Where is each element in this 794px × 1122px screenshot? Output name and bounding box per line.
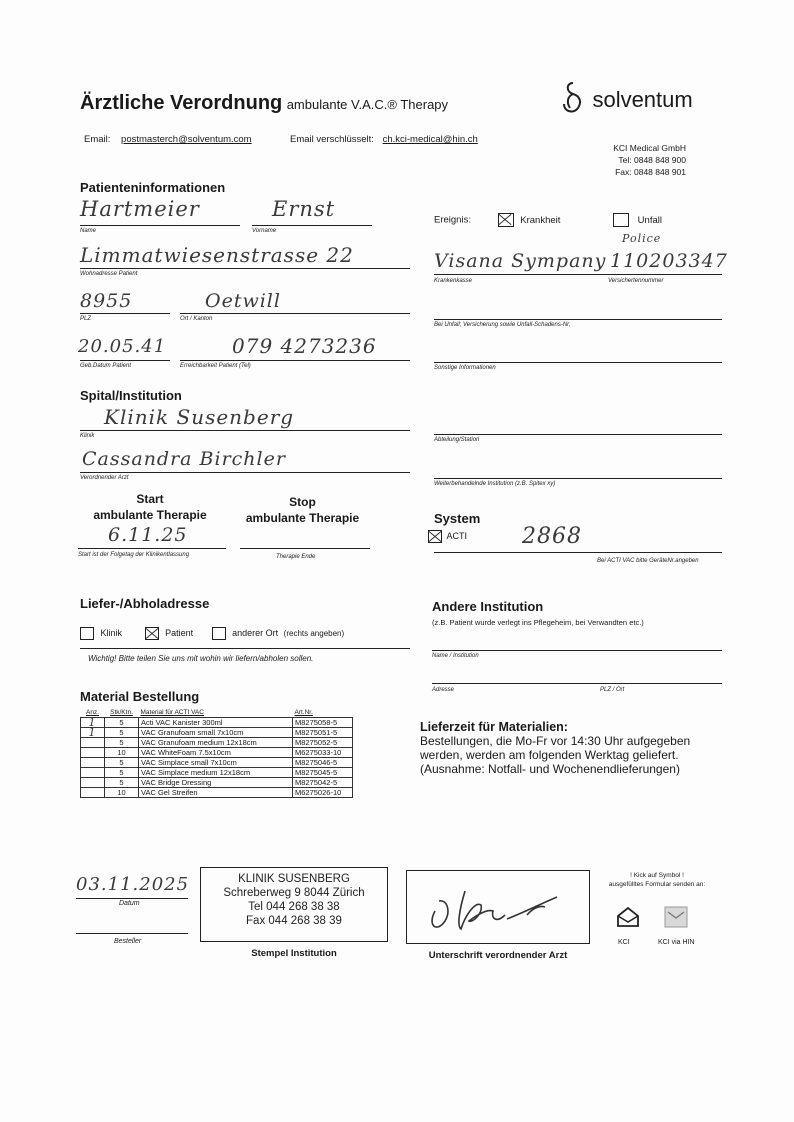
phone-label: Erreichbarkeit Patient (Tel)	[180, 363, 251, 369]
address-label: Wohnadresse Patient	[80, 271, 138, 277]
liefer-klinik-label: Klinik	[100, 627, 123, 638]
arzt-label: Verordnender Arzt	[80, 475, 129, 481]
andere-name-label: Name / Institution	[432, 653, 479, 659]
vorname-line	[252, 225, 372, 226]
kasse-line	[434, 274, 722, 275]
material-table	[80, 708, 353, 798]
stamp-label: Stempel Institution	[251, 948, 337, 959]
unfall-line	[434, 319, 722, 320]
col-stk: Stk/Ktn.	[105, 708, 139, 718]
unfall-info-label: Bei Unfall; Versicherung sowie Unfall-Schadens-Nr.	[434, 322, 571, 328]
table-row[interactable]	[81, 748, 353, 758]
row-art: M8275045-5	[293, 768, 353, 778]
row-anz[interactable]	[81, 778, 105, 788]
kick-note	[592, 871, 722, 889]
material-title: Material Bestellung	[80, 689, 200, 704]
row-name: VAC Granufoam small 7x10cm	[139, 728, 293, 738]
liefer-klinik-checkbox[interactable]	[80, 627, 94, 640]
row-art: M8275051-5	[293, 728, 353, 738]
row-anz[interactable]	[81, 788, 105, 798]
stamp-line-1: KLINIK SUSENBERG	[238, 873, 350, 885]
end-line	[240, 548, 370, 549]
stop-title	[230, 494, 375, 526]
row-anz[interactable]	[81, 768, 105, 778]
table-row[interactable]	[81, 768, 353, 778]
kci-label: KCI	[618, 939, 630, 946]
row-stk: 5	[105, 758, 139, 768]
krankheit-label: Krankheit	[520, 214, 561, 226]
liefer-anderer-note: (rechts angeben)	[283, 628, 345, 638]
company-block	[560, 142, 686, 178]
row-anz[interactable]	[81, 738, 105, 748]
row-anz[interactable]	[81, 748, 105, 758]
row-name: VAC WhiteFoam 7.5x10cm	[139, 748, 293, 758]
liefer-options	[80, 627, 344, 640]
stop-title-1: Stop	[289, 495, 316, 509]
row-name: VAC Simplace small 7x10cm	[139, 758, 293, 768]
row-anz[interactable]: 1	[81, 718, 105, 728]
patient-ort-value[interactable]: Oetwill	[205, 290, 281, 312]
table-row[interactable]	[81, 738, 353, 748]
row-stk: 5	[105, 768, 139, 778]
table-row[interactable]	[81, 788, 353, 798]
liefer-line	[80, 648, 410, 649]
liefer-patient-label: Patient	[165, 627, 194, 638]
ort-label: Ort / Kanton	[180, 316, 213, 322]
start-title-1: Start	[136, 492, 164, 506]
stamp-line-3: Tel 044 268 38 38	[248, 901, 340, 913]
event-label: Ereignis:	[434, 214, 471, 226]
system-title: System	[434, 511, 481, 526]
acti-option	[428, 530, 467, 543]
brand-name: solventum	[592, 87, 693, 112]
andere-adresse-label: Adresse	[432, 687, 455, 693]
liefer-hint: Wichtig! Bitte teilen Sie uns mit wohin wir liefern/abholen sollen.	[88, 654, 314, 663]
row-stk: 5	[105, 738, 139, 748]
brand-logo	[558, 80, 693, 120]
liefer-patient-checkbox[interactable]	[145, 627, 159, 640]
andere-title: Andere Institution	[432, 599, 544, 614]
besteller-label: Besteller	[114, 938, 142, 945]
material-header-row	[81, 708, 353, 718]
weiter-label: Weiterbehandelnde Institution (z.B. Spitex xy)	[434, 481, 556, 487]
klinik-label: Klinik	[80, 433, 95, 439]
datum-value[interactable]: 03.11.2025	[76, 874, 190, 895]
title-main: Ärztliche Verordnung	[80, 92, 283, 114]
patient-section-title: Patienteninformationen	[80, 180, 226, 195]
start-title	[80, 491, 220, 523]
ort-line	[180, 313, 410, 314]
phone-line	[180, 360, 410, 361]
datum-label: Datum	[119, 900, 140, 907]
table-row[interactable]	[81, 728, 353, 738]
table-row[interactable]	[81, 718, 353, 728]
table-row[interactable]	[81, 778, 353, 788]
row-name: VAC Granufoam medium 12x18cm	[139, 738, 293, 748]
name-label: Name	[80, 228, 97, 234]
patient-phone-value[interactable]: 079 4273236	[232, 334, 377, 358]
row-stk: 5	[105, 718, 139, 728]
klinik-line	[80, 430, 410, 431]
plz-label: PLZ	[80, 316, 92, 322]
email-enc-label: Email verschlüsselt:	[290, 134, 374, 145]
andere-name-line	[432, 650, 722, 651]
title-sub: ambulante V.A.C.® Therapy	[286, 97, 449, 112]
stamp-text	[201, 868, 387, 928]
stamp-line-4: Fax 044 268 38 39	[246, 915, 342, 927]
lieferzeit-line2: werden, werden am folgenden Werktag geliefert.	[420, 748, 679, 762]
event-row	[434, 213, 662, 227]
row-stk: 10	[105, 748, 139, 758]
arzt-value[interactable]: Cassandra Birchler	[82, 448, 286, 470]
besteller-line	[76, 933, 188, 934]
start-note: Start ist der Folgetag der Klinikentlassung	[78, 552, 190, 558]
kci-hin-label: KCI via HIN	[658, 939, 695, 946]
klinik-value[interactable]: Klinik Susenberg	[104, 405, 295, 429]
dob-label: Geb.Datum Patient	[80, 363, 132, 369]
lieferzeit-block	[420, 720, 690, 776]
arzt-line	[80, 472, 410, 473]
stamp-box	[200, 867, 388, 942]
kasse-value[interactable]: Visana Sympany	[434, 250, 607, 272]
stamp-line-2: Schreberweg 9 8044 Zürich	[223, 887, 365, 899]
email-enc-row	[290, 134, 478, 145]
lieferzeit-title: Lieferzeit für Materialien:	[420, 720, 568, 734]
patient-address-value[interactable]: Limmatwiesenstrasse 22	[80, 243, 354, 267]
row-stk: 5	[105, 728, 139, 738]
patient-vorname-value[interactable]: Ernst	[272, 197, 336, 221]
versnr-label: Versichertennummer	[608, 278, 664, 284]
col-art: Art.Nr.	[293, 708, 353, 718]
row-stk: 10	[105, 788, 139, 798]
geraet-nr-value[interactable]: 2868	[522, 524, 582, 549]
row-anz[interactable]: 1	[81, 728, 105, 738]
send-kci-button[interactable]	[616, 906, 640, 933]
col-material: Material für ACTI VAC	[139, 708, 293, 718]
row-art: M8275046-5	[293, 758, 353, 768]
row-art: M8275042-5	[293, 778, 353, 788]
kick-line-1: ! Kick auf Symbol !	[630, 872, 684, 879]
email-row	[84, 134, 252, 145]
andere-adresse-line	[432, 683, 722, 684]
mail-icon	[616, 906, 640, 928]
company-name: KCI Medical GmbH	[613, 143, 686, 153]
sonstige-label: Sonstige Informationen	[434, 365, 496, 371]
plz-line	[80, 313, 170, 314]
dob-line	[80, 360, 170, 361]
liefer-title: Liefer-/Abholadresse	[80, 596, 210, 611]
andere-plz-label: PLZ / Ort	[600, 687, 625, 693]
unfall-checkbox[interactable]	[613, 213, 629, 227]
row-stk: 5	[105, 778, 139, 788]
spital-section-title: Spital/Institution	[80, 388, 182, 403]
end-label: Therapie Ende	[276, 554, 316, 560]
system-note: Bei ACTI VAC bitte GeräteNr.angeben	[597, 558, 699, 564]
row-name: VAC Simplace medium 12x18cm	[139, 768, 293, 778]
kick-line-2: ausgefülltes Formular senden an:	[608, 881, 706, 888]
abteilung-line	[434, 434, 722, 435]
email-link[interactable]: postmasterch@solventum.com	[121, 134, 252, 145]
start-date-value[interactable]: 6.11.25	[108, 524, 188, 546]
row-art: M8275052-5	[293, 738, 353, 748]
system-line	[434, 552, 722, 553]
row-name: VAC Bridge Dressing	[139, 778, 293, 788]
company-fax: Fax: 0848 848 901	[615, 167, 686, 177]
weiter-line	[434, 478, 722, 479]
start-line	[78, 548, 226, 549]
send-kci-hin-button[interactable]	[664, 906, 688, 933]
kasse-label: Krankenkasse	[434, 278, 473, 284]
email-enc-link[interactable]: ch.kci-medical@hin.ch	[382, 134, 478, 145]
vorname-label: Vorname	[252, 228, 277, 234]
lieferzeit-line3: (Ausnahme: Notfall- und Wochenendlieferungen)	[420, 762, 680, 776]
signature-drawing	[407, 871, 587, 941]
row-art: M8275058-5	[293, 718, 353, 728]
abteilung-label: Abteilung/Station	[434, 437, 480, 443]
mail-hin-icon	[664, 906, 688, 928]
row-anz[interactable]	[81, 758, 105, 768]
police-note: Police	[622, 232, 662, 245]
email-label: Email:	[84, 134, 111, 145]
form-title	[80, 92, 448, 115]
start-title-2: ambulante Therapie	[93, 508, 207, 522]
andere-desc: (z.B. Patient wurde verlegt ins Pflegeheim, bei Verwandten etc.)	[432, 618, 644, 627]
col-anz: Anz.	[81, 708, 105, 718]
signature-label: Unterschrift verordnender Arzt	[428, 950, 568, 961]
row-art: M6275033-10	[293, 748, 353, 758]
company-tel: Tel: 0848 848 900	[618, 155, 686, 165]
row-name: VAC Gel Streifen	[139, 788, 293, 798]
liefer-anderer-checkbox[interactable]	[212, 627, 226, 640]
signature-box[interactable]	[406, 870, 590, 944]
name-line	[80, 225, 240, 226]
versnr-value[interactable]: 110203347	[610, 250, 728, 272]
row-name: Acti VAC Kanister 300ml	[139, 718, 293, 728]
datum-line	[76, 898, 188, 899]
solventum-logo-icon	[558, 80, 588, 120]
krankheit-checkbox[interactable]	[498, 213, 514, 227]
lieferzeit-line1: Bestellungen, die Mo-Fr vor 14:30 Uhr aufgegeben	[420, 734, 691, 748]
acti-label: ACTI	[446, 530, 468, 541]
table-row[interactable]	[81, 758, 353, 768]
row-art: M6275026-10	[293, 788, 353, 798]
patient-name-value[interactable]: Hartmeier	[80, 197, 200, 221]
patient-plz-value[interactable]: 8955	[80, 290, 133, 312]
acti-checkbox[interactable]	[428, 530, 442, 543]
address-line	[80, 268, 410, 269]
patient-dob-value[interactable]: 20.05.41	[78, 336, 167, 357]
liefer-anderer-label: anderer Ort	[232, 627, 279, 638]
stop-title-2: ambulante Therapie	[245, 511, 360, 525]
sonstige-line	[434, 362, 722, 363]
unfall-label: Unfall	[637, 214, 662, 226]
